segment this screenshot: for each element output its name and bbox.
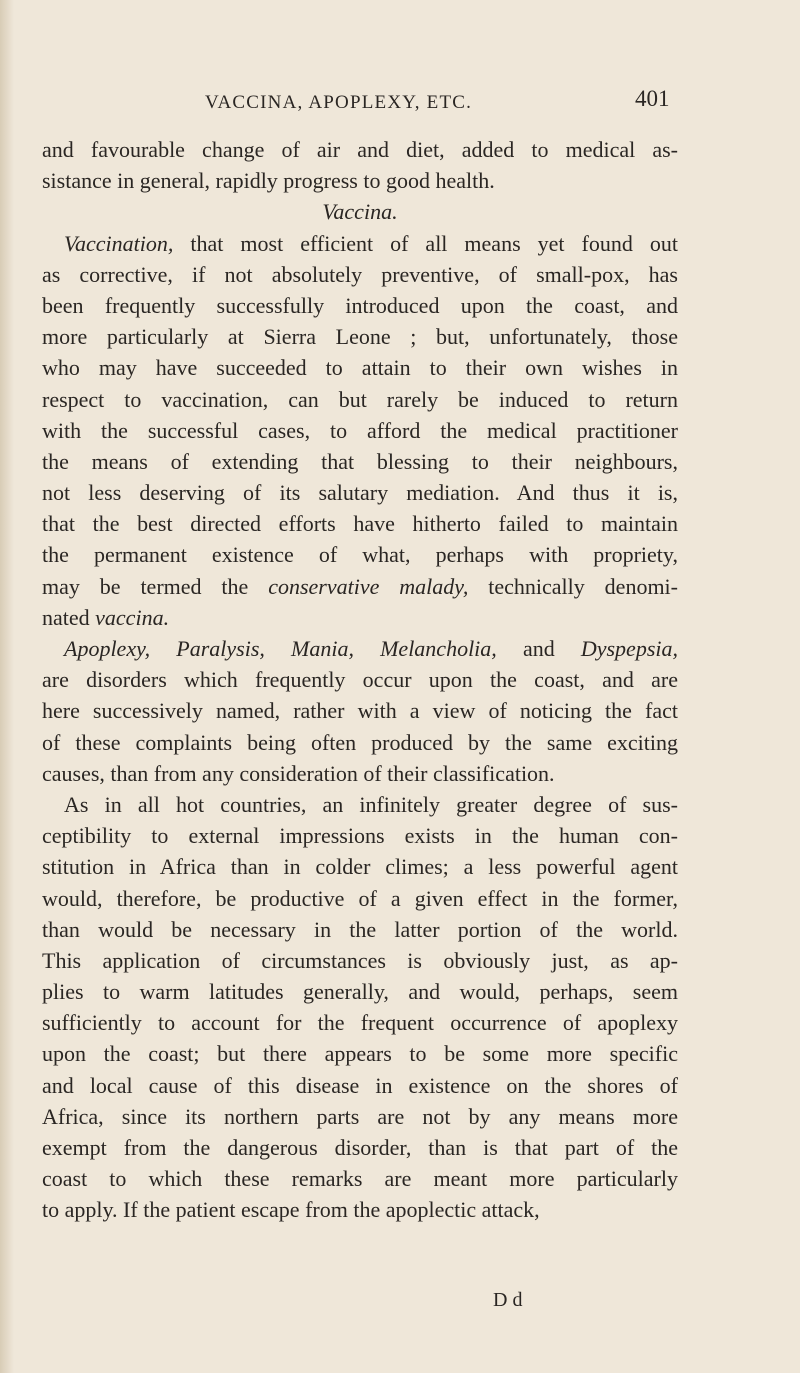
text-segment: respect to vaccination, can but rarely be induced to return [42,386,678,412]
signature-mark: D d [493,1289,523,1311]
text-line [42,1194,678,1225]
text-segment: may be termed the [42,573,269,599]
text-segment: Apoplexy, Paralysis, Mania, Melancholia, [64,636,497,661]
text-line [42,134,678,165]
text-line [42,695,678,726]
text-line [42,321,678,352]
text-segment: would, therefore, be productive of a given effect in the former, [42,885,678,911]
text-segment: not less deserving of its salutary mediation. And thus it is, [42,480,678,506]
text-line [42,446,678,477]
text-segment: of these complaints being often produced by the same exciting [42,729,678,755]
text-line [42,1132,678,1163]
text-segment: and [496,636,581,661]
text-segment: vaccina. [95,604,170,630]
text-line [42,758,678,789]
text-segment: been frequently successfully introduced upon the coast, and [42,292,678,318]
text-line [42,883,678,914]
text-segment: to apply. If the patient escape from the apoplectic attack, [42,1197,540,1223]
text-segment: the means of extending that blessing to their neighbours, [42,448,678,474]
text-line [42,789,678,820]
text-line [42,914,678,945]
text-segment: ceptibility to external impressions exists in the human con- [42,823,678,849]
text-line [42,1070,678,1101]
text-segment: This application of circumstances is obviously just, as ap- [42,947,678,973]
text-segment: Africa, since its northern parts are not by any means more [42,1103,678,1129]
text-segment: and local cause of this disease in existence on the shores of [42,1072,678,1098]
text-line [42,384,678,415]
text-line [42,976,678,1007]
text-segment: here successively named, rather with a view of noticing the fact [42,698,678,724]
text-segment: sufficiently to account for the frequent occurrence of apoplexy [42,1010,678,1036]
text-segment: that most efficient of all means yet found out [173,230,678,256]
text-segment: the permanent existence of what, perhaps with propriety, [42,542,678,568]
text-line [42,196,678,227]
text-segment: coast to which these remarks are meant more particularly [42,1166,678,1192]
text-segment: who may have succeeded to attain to their own wishes in [42,355,678,381]
text-segment: technically denomi- [468,573,678,599]
page-number: 401 [635,86,670,111]
text-segment: stitution in Africa than in colder climes; a less powerful agent [42,854,678,880]
text-line [42,352,678,383]
text-segment: plies to warm latitudes generally, and would, perhaps, seem [42,979,678,1005]
text-line [42,633,678,664]
text-segment: exempt from the dangerous disorder, than is that part of the [42,1135,678,1160]
text-line [42,571,678,602]
text-segment: nated [42,604,96,630]
text-line [42,602,678,633]
text-segment: Vaccina. [322,199,398,225]
text-segment: more particularly at Sierra Leone ; but, unfortunately, those [42,324,678,350]
text-line [42,228,678,259]
text-line [42,539,678,570]
text-line [42,165,678,196]
text-segment: as corrective, if not absolutely preventive, of small-pox, has [42,261,678,287]
text-line [42,945,678,976]
text-line [42,727,678,758]
text-segment: than would be necessary in the latter portion of the world. [42,916,678,942]
text-line [42,1038,678,1069]
text-segment: As in all hot countries, an infinitely greater degree of sus- [64,791,678,817]
text-line [42,851,678,882]
text-segment: and favourable change of air and diet, added to medical as- [42,137,678,162]
text-segment: Vaccination, [64,230,174,256]
text-line [42,820,678,851]
text-segment: sistance in general, rapidly progress to good health. [42,168,495,194]
text-line [42,290,678,321]
text-segment: that the best directed efforts have hitherto failed to maintain [42,511,678,537]
text-segment: with the successful cases, to afford the medical practitioner [42,417,678,443]
text-line [42,259,678,290]
body-text [42,134,678,1226]
text-segment: causes, than from any consideration of their classification. [42,760,555,786]
text-segment: are disorders which frequently occur upon the coast, and are [42,667,678,693]
text-segment: Dyspepsia, [580,636,678,661]
text-line [42,1163,678,1194]
text-line [42,477,678,508]
text-line [42,415,678,446]
text-line [42,664,678,695]
text-line [42,508,678,539]
text-segment: upon the coast; but there appears to be some more specific [42,1041,678,1067]
page-binding-edge [0,0,14,1373]
running-title: VACCINA, APOPLEXY, ETC. [205,92,473,113]
text-line [42,1101,678,1132]
running-header [0,86,800,126]
text-line [42,1007,678,1038]
text-segment: conservative malady, [268,573,469,599]
